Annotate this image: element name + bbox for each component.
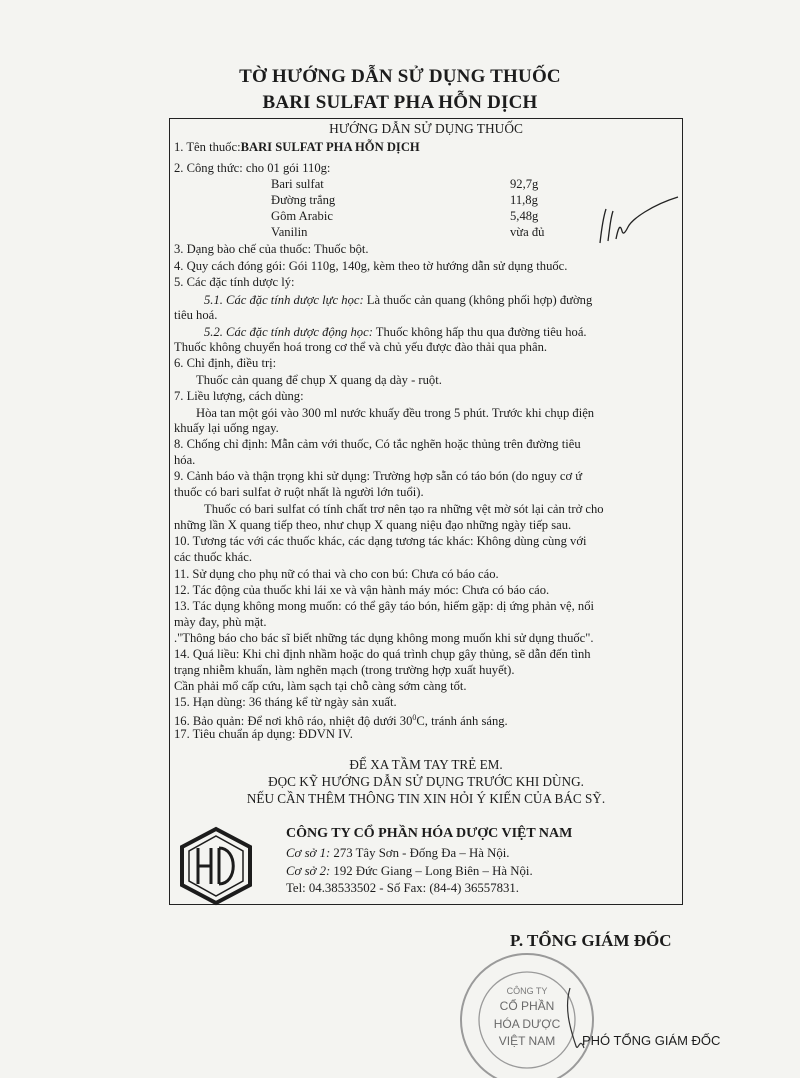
item-17: 17. Tiêu chuẩn áp dụng: ĐDVN IV. (174, 727, 353, 741)
item-5-1 (204, 292, 592, 308)
item-5-2-cont: Thuốc không chuyển hoá trong cơ thể và chủ yếu được đào thải qua phân. (174, 340, 548, 354)
stamp-line-2: CỔ PHẦN (499, 999, 555, 1013)
item-16-text: 16. Bảo quản: Để nơi khô ráo, nhiệt độ dưới 30 (174, 714, 413, 729)
item-7-cont: khuấy lại uống ngay. (174, 421, 279, 435)
warning-read: ĐỌC KỸ HƯỚNG DẪN SỬ DỤNG TRƯỚC KHI DÙNG. (268, 774, 584, 789)
degree-sup: 0 (412, 713, 417, 722)
item-14-cont: trạng nhiễm khuẩn, làm nghẽn mạch (trong trường hợp xuất huyết). (174, 663, 515, 677)
stamp-line-1: CÔNG TY (506, 986, 548, 996)
company-stamp-icon (452, 948, 602, 1078)
item-5-2-text: Thuốc không hấp thu qua đường tiêu hoá. (372, 325, 587, 339)
item-5-2 (204, 324, 587, 340)
item-7: 7. Liều lượng, cách dùng: (174, 389, 304, 403)
company-address-2 (286, 864, 533, 879)
item-6: 6. Chỉ định, điều trị: (174, 356, 277, 370)
product-title: BARI SULFAT PHA HỖN DỊCH (262, 92, 538, 113)
item-12: 12. Tác động của thuốc khi lái xe và vận hành máy móc: Chưa có báo cáo. (174, 583, 550, 597)
item-13: 13. Tác dụng không mong muốn: có thể gây táo bón, hiếm gặp: dị ứng phản vệ, nổi (174, 599, 595, 613)
item-5-2-label: 5.2. Các đặc tính dược động học: (204, 325, 373, 339)
item-14: 14. Quá liều: Khi chỉ định nhầm hoặc do quá trình chụp gây thủng, sẽ dẫn đến tình (174, 647, 591, 661)
item-4: 4. Quy cách đóng gói: Gói 110g, 140g, kèm theo tờ hướng dẫn sử dụng thuốc. (174, 259, 568, 273)
item-10-cont: các thuốc khác. (174, 550, 252, 564)
company-logo-icon (178, 826, 254, 906)
item-6-text: Thuốc cản quang để chụp X quang dạ dày - ruột. (196, 373, 442, 387)
item-8: 8. Chống chỉ định: Mẫn cảm với thuốc, Có tắc nghẽn hoặc thủng trên đường tiêu (174, 437, 581, 451)
ingredient-amount: 5,48g (510, 209, 539, 223)
company-address-1 (286, 846, 510, 861)
ingredient-name: Đường trắng (271, 193, 336, 207)
item-9-cont: thuốc có bari sulfat ở ruột nhất là người lớn tuổi). (174, 485, 424, 499)
ingredient-amount: 11,8g (510, 193, 538, 207)
item-13-cont: mày đay, phù mặt. (174, 615, 267, 629)
director-label: TỔNG GIÁM ĐỐC (527, 931, 672, 950)
item-14-p2: Cần phải mổ cấp cứu, làm sạch tại chỗ càng sớm càng tốt. (174, 679, 467, 693)
ingredient-name: Bari sulfat (271, 177, 324, 191)
item-11: 11. Sử dụng cho phụ nữ có thai và cho con bú: Chưa có báo cáo. (174, 567, 499, 581)
item-9: 9. Cảnh báo và thận trọng khi sử dụng: Trường hợp sẵn có táo bón (do nguy cơ ứ (174, 469, 583, 483)
item-1-label: 1. Tên thuốc: (174, 140, 241, 154)
ingredient-name: Vanilin (271, 225, 308, 239)
item-1-name: BARI SULFAT PHA HỖN DỊCH (240, 140, 420, 154)
item-7-text: Hòa tan một gói vào 300 ml nước khuấy đều trong 5 phút. Trước khi chụp điện (196, 406, 595, 420)
address-1-label: Cơ sở 1: (286, 846, 331, 860)
item-1 (174, 139, 420, 155)
item-3: 3. Dạng bào chế của thuốc: Thuốc bột. (174, 242, 369, 256)
item-16-text-end: C, tránh ánh sáng. (416, 714, 508, 729)
address-2-label: Cơ sở 2: (286, 864, 331, 878)
address-1-text: 273 Tây Sơn - Đống Đa – Hà Nội. (330, 846, 510, 860)
address-2-text: 192 Đức Giang – Long Biên – Hà Nội. (330, 864, 533, 878)
stamp-line-3: HÓA DƯỢC (493, 1017, 561, 1031)
item-2: 2. Công thức: cho 01 gói 110g: (174, 161, 331, 175)
warning-consult: NẾU CẦN THÊM THÔNG TIN XIN HỎI Ý KIẾN CỦA BÁC SỸ. (246, 791, 606, 806)
item-10: 10. Tương tác với các thuốc khác, các dạng tương tác khác: Không dùng cùng với (174, 534, 587, 548)
handwritten-initial-icon (592, 195, 682, 255)
deputy-director: PHÓ TỔNG GIÁM ĐỐC (582, 1033, 721, 1048)
ingredient-amount: vừa đủ (510, 225, 545, 239)
item-13-note: ."Thông báo cho bác sĩ biết những tác dụng không mong muốn khi sử dụng thuốc". (174, 631, 594, 645)
company-name: CÔNG TY CỔ PHẦN HÓA DƯỢC VIỆT NAM (286, 826, 573, 841)
warning-children: ĐỂ XA TẦM TAY TRẺ EM. (349, 757, 503, 772)
item-15: 15. Hạn dùng: 36 tháng kể từ ngày sản xuất. (174, 695, 397, 709)
item-9-p2-cont: những lần X quang tiếp theo, như chụp X quang niệu đạo những ngày tiếp sau. (174, 518, 572, 532)
document-title: TỜ HƯỚNG DẪN SỬ DỤNG THUỐC (239, 66, 561, 87)
item-5-1-cont: tiêu hoá. (174, 308, 218, 322)
ingredient-amount: 92,7g (510, 177, 539, 191)
item-9-p2: Thuốc có bari sulfat có tính chất trơ nên tạo ra những vệt mờ sót lại cản trở cho (204, 502, 604, 516)
item-5-1-label: 5.1. Các đặc tính dược lực học: (204, 293, 364, 307)
stamp-line-4: VIỆT NAM (498, 1034, 556, 1048)
item-5-1-text: Là thuốc cản quang (không phối hợp) đường (363, 293, 593, 307)
item-5: 5. Các đặc tính dược lý: (174, 275, 295, 289)
director-prefix: P. (510, 931, 524, 950)
item-8-cont: hóa. (174, 453, 196, 467)
ingredient-name: Gôm Arabic (271, 209, 333, 223)
box-heading: HƯỚNG DẪN SỬ DỤNG THUỐC (329, 121, 523, 136)
company-tel: Tel: 04.38533502 - Số Fax: (84-4) 36557831. (286, 881, 519, 895)
